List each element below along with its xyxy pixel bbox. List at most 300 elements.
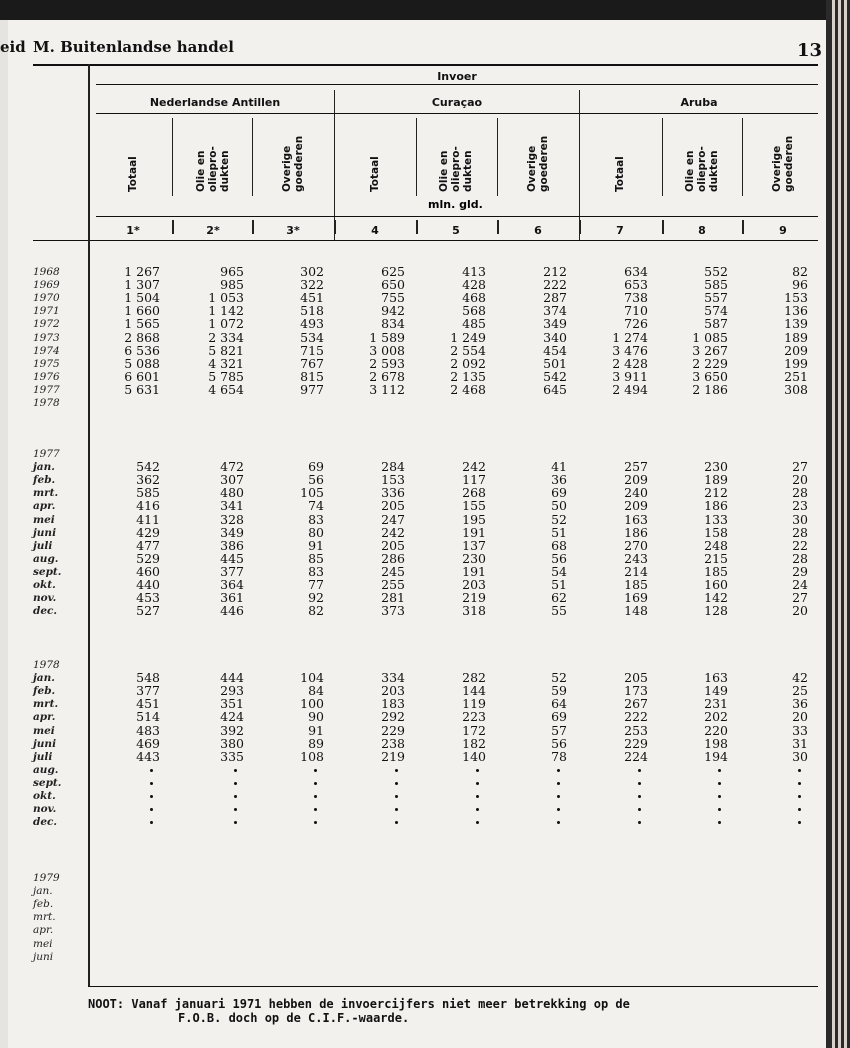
table-cell: 191: [462, 563, 486, 579]
table-row: [0, 937, 826, 950]
table-cell: 282: [462, 670, 486, 686]
row-label: dec.: [33, 816, 58, 829]
table-row: [0, 710, 826, 723]
no-data-dot: [314, 821, 317, 824]
table-cell: 82: [792, 264, 808, 279]
no-data-dot: [476, 821, 479, 824]
colnum-divider: [497, 220, 499, 234]
row-label: 1970: [33, 292, 60, 305]
row-label: juni: [33, 950, 54, 963]
table-cell: 5 631: [124, 381, 160, 397]
table-cell: 136: [784, 303, 808, 319]
table-cell: 142: [704, 590, 728, 606]
table-row: [0, 344, 826, 357]
column-number: 2*: [206, 224, 220, 237]
page-edge: [826, 0, 850, 1048]
table-cell: 380: [220, 735, 244, 751]
table-cell: 83: [308, 511, 324, 527]
no-data-dot: [476, 795, 479, 798]
table-cell: 56: [308, 472, 324, 488]
table-row: [0, 737, 826, 750]
table-cell: 534: [300, 329, 324, 345]
header-rule-top: [33, 64, 818, 66]
col-divider: [742, 118, 743, 196]
table-cell: 293: [220, 683, 244, 699]
table-cell: 1 589: [369, 329, 405, 345]
row-label: 1976: [33, 370, 60, 383]
no-data-dot: [557, 782, 560, 785]
row-label: 1974: [33, 344, 60, 357]
no-data-dot: [557, 821, 560, 824]
table-cell: 328: [220, 511, 244, 527]
colnum-divider: [252, 220, 254, 234]
table-cell: 710: [624, 303, 648, 319]
row-label: 1977: [33, 383, 60, 396]
table-row: [0, 460, 826, 473]
table-cell: 2 868: [124, 329, 160, 345]
row-label: 1978: [33, 659, 60, 671]
row-label: dec.: [33, 605, 58, 618]
table-cell: 444: [220, 670, 244, 686]
table-row: [0, 604, 826, 617]
no-data-dot: [557, 795, 560, 798]
table-cell: 480: [220, 485, 244, 501]
table-cell: 137: [462, 537, 486, 553]
table-cell: 767: [300, 355, 324, 371]
table-row: [0, 486, 826, 499]
table-cell: 245: [381, 563, 405, 579]
row-label: mei: [33, 724, 55, 737]
no-data-dot: [314, 795, 317, 798]
no-data-dot: [395, 821, 398, 824]
no-data-dot: [718, 782, 721, 785]
table-cell: 726: [624, 316, 648, 332]
table-cell: 443: [136, 748, 160, 764]
table-cell: 413: [462, 264, 486, 279]
table-row: [0, 383, 826, 396]
column-header-line: oliepro-: [696, 146, 708, 192]
table-cell: 240: [624, 485, 648, 501]
table-cell: 155: [462, 498, 486, 514]
invoer-rule: [96, 84, 818, 85]
table-cell: 163: [704, 670, 728, 686]
table-cell: 186: [624, 524, 648, 540]
table-cell: 205: [381, 537, 405, 553]
table-cell: 23: [792, 498, 808, 514]
table-cell: 362: [136, 472, 160, 488]
table-cell: 542: [543, 368, 567, 384]
table-cell: 424: [220, 709, 244, 725]
no-data-dot: [150, 821, 153, 824]
table-cell: 42: [792, 670, 808, 686]
column-number: 6: [534, 224, 542, 237]
table-cell: 965: [220, 264, 244, 279]
table-cell: 242: [381, 524, 405, 540]
table-cell: 203: [462, 577, 486, 592]
table-cell: 189: [784, 329, 808, 345]
table-row: [0, 370, 826, 383]
table-cell: 1 274: [612, 329, 648, 345]
table-cell: 318: [462, 603, 486, 619]
table-cell: 28: [792, 524, 808, 540]
table-cell: 3 911: [612, 368, 648, 384]
table-cell: 529: [136, 550, 160, 566]
table-cell: 1 072: [208, 316, 244, 332]
colnum-divider: [416, 220, 418, 234]
table-cell: 340: [543, 329, 567, 345]
table-cell: 3 112: [369, 381, 405, 397]
table-cell: 3 476: [612, 342, 648, 358]
table-row: [0, 357, 826, 370]
column-header-line: Totaal: [369, 156, 381, 192]
table-cell: 411: [136, 511, 160, 527]
row-label: 1973: [33, 331, 60, 344]
row-label: juni: [33, 526, 57, 539]
table-cell: 1 085: [692, 329, 728, 345]
column-number: 4: [371, 224, 379, 237]
table-cell: 942: [381, 303, 405, 319]
table-cell: 74: [308, 498, 324, 514]
table-cell: 78: [551, 748, 567, 764]
column-number: 8: [698, 224, 706, 237]
column-header: [684, 146, 720, 192]
table-cell: 483: [136, 722, 160, 738]
no-data-dot: [234, 795, 237, 798]
table-cell: 117: [462, 472, 486, 488]
table-cell: 230: [462, 550, 486, 566]
colnum-divider: [742, 220, 744, 234]
table-cell: 2 554: [450, 342, 486, 358]
table-cell: 85: [308, 550, 324, 566]
no-data-dot: [798, 769, 801, 772]
no-data-dot: [638, 769, 641, 772]
no-data-dot: [476, 808, 479, 811]
section-letter: M.: [33, 38, 55, 56]
table-cell: 364: [220, 577, 244, 592]
table-row: [0, 776, 826, 789]
note-text-1: Vanaf januari 1971 hebben de invoercijfers niet meer betrekking op de: [131, 997, 630, 1011]
row-label: aug.: [33, 552, 59, 565]
col-divider: [252, 118, 253, 196]
table-row: [0, 750, 826, 763]
row-label: mei: [33, 513, 55, 526]
table-cell: 140: [462, 748, 486, 764]
table-row: [0, 923, 826, 936]
table-cell: 451: [136, 696, 160, 712]
table-row: [0, 697, 826, 710]
table-cell: 454: [543, 342, 567, 358]
table-cell: 139: [784, 316, 808, 332]
table-cell: 224: [624, 748, 648, 764]
table-cell: 185: [624, 577, 648, 592]
table-cell: 84: [308, 683, 324, 699]
no-data-dot: [150, 782, 153, 785]
table-cell: 36: [792, 696, 808, 712]
table-cell: 1 660: [124, 303, 160, 319]
group-aruba: Aruba: [680, 96, 718, 109]
table-cell: 69: [551, 709, 567, 725]
no-data-dot: [395, 769, 398, 772]
table-cell: 229: [381, 722, 405, 738]
table-cell: 1 249: [450, 329, 486, 345]
column-header-line: dukten: [462, 150, 474, 192]
group-invoer: Invoer: [437, 70, 477, 83]
table-cell: 557: [704, 290, 728, 306]
table-cell: 460: [136, 563, 160, 579]
table-cell: 169: [624, 590, 648, 606]
no-data-dot: [798, 821, 801, 824]
table-row: [0, 317, 826, 330]
cut-header-text: eid: [0, 38, 26, 56]
table-cell: 322: [300, 277, 324, 293]
table-cell: 351: [220, 696, 244, 712]
table-cell: 428: [462, 277, 486, 293]
table-cell: 645: [543, 381, 567, 397]
no-data-dot: [476, 782, 479, 785]
table-cell: 215: [704, 550, 728, 566]
table-cell: 91: [308, 722, 324, 738]
table-cell: 341: [220, 498, 244, 514]
table-cell: 4 321: [208, 355, 244, 371]
table-cell: 182: [462, 735, 486, 751]
colnum-divider: [662, 220, 664, 234]
colnum-divider: [172, 220, 174, 234]
row-label: juli: [33, 539, 53, 552]
table-cell: 69: [308, 459, 324, 475]
table-cell: 205: [381, 498, 405, 514]
group-divider-1: [334, 90, 335, 240]
table-cell: 189: [704, 472, 728, 488]
table-cell: 148: [624, 603, 648, 619]
table-cell: 199: [784, 355, 808, 371]
no-data-dot: [150, 769, 153, 772]
no-data-dot: [557, 808, 560, 811]
column-header-line: Olie en: [195, 150, 207, 192]
table-cell: 738: [624, 290, 648, 306]
table-cell: 3 650: [692, 368, 728, 384]
table-cell: 149: [704, 683, 728, 699]
table-cell: 493: [300, 316, 324, 332]
table-row: [0, 950, 826, 963]
page-header: [33, 38, 234, 56]
table-cell: 548: [136, 670, 160, 686]
table-bottom-rule: [88, 986, 818, 987]
table-cell: 451: [300, 290, 324, 306]
row-label: 1972: [33, 318, 60, 331]
colnum-divider: [334, 220, 336, 234]
table-cell: 56: [551, 735, 567, 751]
row-label: juli: [33, 750, 53, 763]
note-text-2: F.O.B. doch op de C.I.F.-waarde.: [178, 1011, 410, 1025]
table-row: [0, 815, 826, 828]
row-label: mrt.: [33, 487, 59, 500]
table-cell: 20: [792, 603, 808, 619]
table-cell: 100: [300, 696, 324, 712]
no-data-dot: [150, 795, 153, 798]
group-divider-2: [579, 90, 580, 240]
table-cell: 195: [462, 511, 486, 527]
row-label: jan.: [33, 672, 55, 685]
table-cell: 2 428: [612, 355, 648, 371]
table-cell: 27: [792, 590, 808, 606]
table-cell: 335: [220, 748, 244, 764]
table-cell: 31: [792, 735, 808, 751]
row-label: nov.: [33, 803, 57, 816]
table-cell: 1 053: [208, 290, 244, 306]
no-data-dot: [150, 808, 153, 811]
table-cell: 1 307: [124, 277, 160, 293]
colnum-rule: [96, 216, 818, 217]
table-row: [0, 291, 826, 304]
table-cell: 222: [624, 709, 648, 725]
table-cell: 267: [624, 696, 648, 712]
table-cell: 552: [704, 264, 728, 279]
table-cell: 96: [792, 277, 808, 293]
table-cell: 4 654: [208, 381, 244, 397]
row-label: okt.: [33, 790, 56, 802]
table-row: [0, 763, 826, 776]
row-label: mei: [33, 937, 53, 950]
no-data-dot: [476, 769, 479, 772]
table-cell: 2 135: [450, 368, 486, 384]
row-label: apr.: [33, 711, 56, 724]
column-header: [127, 156, 139, 192]
table-row: [0, 565, 826, 578]
table-cell: 238: [381, 735, 405, 751]
table-cell: 82: [308, 603, 324, 619]
note-label: NOOT:: [88, 997, 125, 1011]
table-cell: 91: [308, 537, 324, 553]
table-cell: 198: [704, 735, 728, 751]
table-cell: 55: [551, 603, 567, 619]
table-cell: 257: [624, 459, 648, 475]
table-cell: 172: [462, 722, 486, 738]
table-row: [0, 789, 826, 802]
table-row: [0, 910, 826, 923]
table-row: [0, 684, 826, 697]
row-label: 1968: [33, 266, 60, 278]
table-cell: 54: [551, 563, 567, 579]
table-cell: 59: [551, 683, 567, 699]
table-cell: 527: [136, 603, 160, 619]
table-cell: 20: [792, 472, 808, 488]
table-cell: 5 821: [208, 342, 244, 358]
row-label: 1975: [33, 357, 60, 370]
row-label: jan.: [33, 885, 53, 898]
note-line-1: [88, 997, 630, 1011]
table-cell: 2 494: [612, 381, 648, 397]
no-data-dot: [395, 782, 398, 785]
table-cell: 2 593: [369, 355, 405, 371]
table-cell: 377: [220, 563, 244, 579]
table-cell: 144: [462, 683, 486, 699]
no-data-dot: [718, 821, 721, 824]
col-divider: [172, 118, 173, 196]
no-data-dot: [314, 808, 317, 811]
table-cell: 6 601: [124, 368, 160, 384]
column-header: [195, 146, 231, 192]
column-header-line: dukten: [219, 150, 231, 192]
table-cell: 270: [624, 537, 648, 553]
table-cell: 251: [784, 368, 808, 384]
row-label: 1978: [33, 397, 60, 409]
table-cell: 302: [300, 264, 324, 279]
no-data-dot: [395, 795, 398, 798]
column-number: 1*: [126, 224, 140, 237]
table-row: [0, 884, 826, 897]
table-cell: 1 504: [124, 290, 160, 306]
table-cell: 349: [220, 524, 244, 540]
table-cell: 24: [792, 577, 808, 592]
table-cell: 2 468: [450, 381, 486, 397]
table-row: [0, 526, 826, 539]
table-cell: 153: [784, 290, 808, 306]
table-cell: 185: [704, 563, 728, 579]
row-label: mrt.: [33, 698, 59, 711]
column-header-line: goederen: [293, 135, 305, 192]
table-cell: 36: [551, 472, 567, 488]
table-cell: 307: [220, 472, 244, 488]
column-header-line: Overige: [281, 145, 293, 192]
table-row: [0, 871, 826, 884]
no-data-dot: [718, 769, 721, 772]
table-cell: 284: [381, 459, 405, 475]
table-cell: 186: [704, 498, 728, 514]
table-cell: 229: [624, 735, 648, 751]
row-label: apr.: [33, 924, 54, 937]
no-data-dot: [395, 808, 398, 811]
table-row: [0, 473, 826, 486]
no-data-dot: [798, 808, 801, 811]
table-row: [0, 724, 826, 737]
table-cell: 361: [220, 590, 244, 606]
table-cell: 292: [381, 709, 405, 725]
table-cell: 77: [308, 577, 324, 592]
row-label: apr.: [33, 500, 56, 513]
table-cell: 30: [792, 511, 808, 527]
table-cell: 2 334: [208, 329, 244, 345]
table-cell: 248: [704, 537, 728, 553]
table-cell: 634: [624, 264, 648, 279]
colnum-divider: [579, 220, 581, 234]
table-cell: 247: [381, 511, 405, 527]
no-data-dot: [557, 769, 560, 772]
column-header: [526, 136, 550, 192]
table-cell: 92: [308, 590, 324, 606]
table-row: [0, 802, 826, 815]
table-cell: 255: [381, 577, 405, 592]
row-label: nov.: [33, 592, 57, 605]
table-cell: 514: [136, 709, 160, 725]
table-cell: 56: [551, 550, 567, 566]
col-divider: [662, 118, 663, 196]
table-cell: 1 142: [208, 303, 244, 319]
table-cell: 108: [300, 748, 324, 764]
table-cell: 68: [551, 537, 567, 553]
table-cell: 33: [792, 722, 808, 738]
table-cell: 219: [462, 590, 486, 606]
table-cell: 163: [624, 511, 648, 527]
header-rule-bottom: [88, 240, 818, 241]
table-cell: 80: [308, 524, 324, 540]
column-header-line: olieprо-: [207, 146, 219, 192]
table-row: [0, 499, 826, 512]
table-cell: 89: [308, 735, 324, 751]
column-header: [281, 136, 305, 192]
row-label: mrt.: [33, 911, 56, 924]
table-cell: 373: [381, 603, 405, 619]
no-data-dot: [798, 782, 801, 785]
